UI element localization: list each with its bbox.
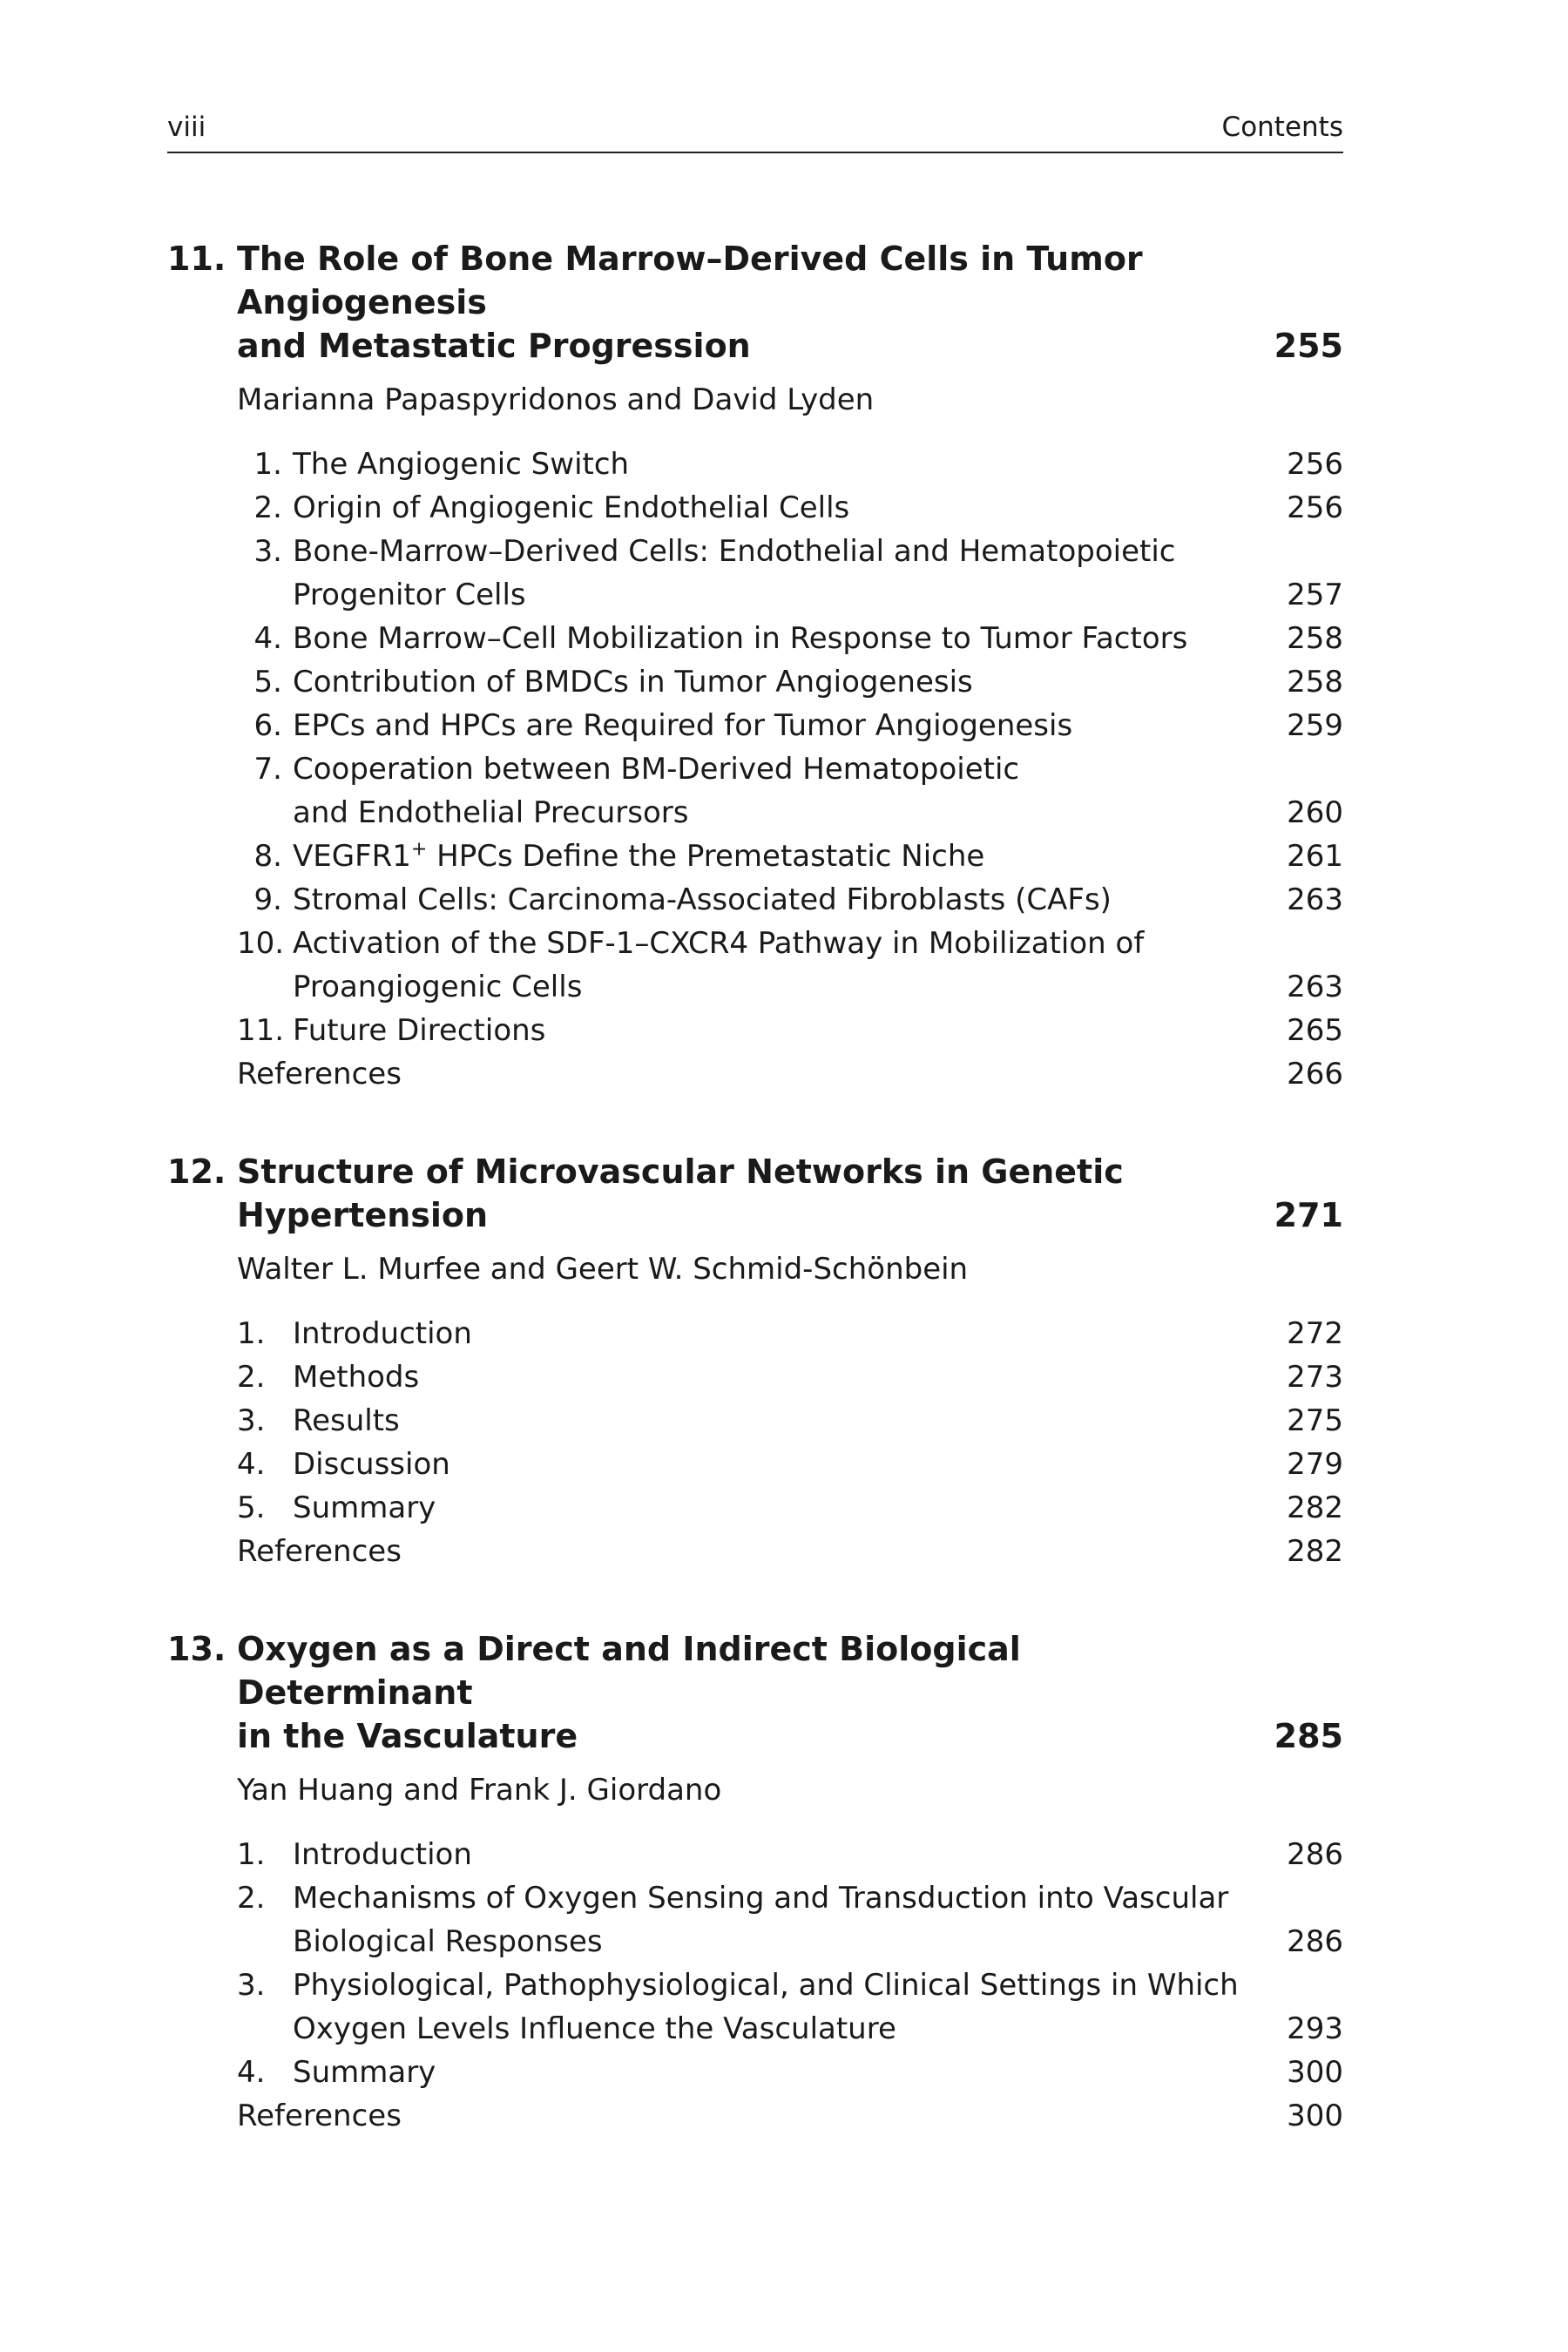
references-item[interactable] xyxy=(237,1530,1343,1573)
section-number: 3. xyxy=(253,534,282,569)
section-number: 2. xyxy=(237,1881,266,1916)
section-title xyxy=(293,747,1256,835)
references-item[interactable] xyxy=(237,1052,1343,1096)
chapter-title-line: and Metastatic Progression xyxy=(237,327,751,365)
section-item[interactable] xyxy=(237,747,1343,835)
section-page: 273 xyxy=(1287,1360,1343,1395)
section-number: 4. xyxy=(237,2055,266,2090)
references-label: References xyxy=(237,1057,402,1092)
section-number: 1. xyxy=(237,1837,266,1872)
section-title: Results xyxy=(293,1403,400,1438)
page-header xyxy=(167,112,1343,153)
section-title: EPCs and HPCs are Required for Tumor Angiogenesis xyxy=(293,708,1073,743)
section-item[interactable] xyxy=(237,835,1343,878)
section-list xyxy=(237,1312,1343,1573)
section-page: 279 xyxy=(1287,1447,1343,1482)
chapter-number: 12. xyxy=(167,1152,226,1191)
section-title-line: Progenitor Cells xyxy=(293,578,526,612)
section-page: 282 xyxy=(1287,1490,1343,1525)
chapter-page: 285 xyxy=(1274,1717,1343,1755)
section-item[interactable] xyxy=(237,660,1343,704)
section-number: 4. xyxy=(253,621,282,656)
section-page: 258 xyxy=(1287,665,1343,700)
section-page: 259 xyxy=(1287,708,1343,743)
section-number: 5. xyxy=(237,1490,266,1525)
section-item[interactable] xyxy=(237,1486,1343,1530)
chapter-title[interactable] xyxy=(237,237,1256,324)
section-number: 8. xyxy=(253,839,282,874)
section-page: 261 xyxy=(1287,839,1343,874)
section-title-line: Cooperation between BM-Derived Hematopoietic xyxy=(293,752,1020,787)
section-page: 263 xyxy=(1287,882,1343,917)
references-label: References xyxy=(237,2099,402,2133)
chapter-number: 13. xyxy=(167,1630,226,1668)
section-item[interactable] xyxy=(237,1355,1343,1399)
section-title: The Angiogenic Switch xyxy=(293,447,630,482)
chapter-title[interactable]: Structure of Microvascular Networks in Genetic Hypertension xyxy=(237,1152,1124,1234)
section-number: 10. xyxy=(237,926,285,961)
references-label: References xyxy=(237,1534,402,1569)
superscript-plus: + xyxy=(410,838,428,861)
section-page: 272 xyxy=(1287,1316,1343,1351)
section-page: 300 xyxy=(1287,2055,1343,2090)
section-title: Methods xyxy=(293,1360,420,1395)
section-item[interactable] xyxy=(237,486,1343,530)
section-item[interactable] xyxy=(237,617,1343,660)
section-title-part: VEGFR1 xyxy=(293,839,411,874)
section-page: 258 xyxy=(1287,621,1343,656)
section-item[interactable] xyxy=(237,2051,1343,2094)
contents-page xyxy=(167,112,1343,2138)
section-title: Bone Marrow–Cell Mobilization in Response to Tumor Factors xyxy=(293,621,1188,656)
section-page: 293 xyxy=(1287,2011,1343,2046)
section-item[interactable] xyxy=(237,878,1343,922)
section-list xyxy=(237,443,1343,1096)
section-item[interactable] xyxy=(237,1399,1343,1443)
page-number: viii xyxy=(167,112,206,143)
references-page: 300 xyxy=(1287,2099,1343,2133)
chapter-12 xyxy=(167,1150,1343,1573)
chapter-title-line: The Role of Bone Marrow–Derived Cells in Tumor Angiogenesis xyxy=(237,240,1143,321)
section-title: Summary xyxy=(293,1490,436,1525)
section-title xyxy=(293,835,1256,878)
section-title: Introduction xyxy=(293,1837,472,1872)
section-page: 260 xyxy=(1287,795,1343,830)
section-item[interactable] xyxy=(237,1963,1343,2051)
section-title: Origin of Angiogenic Endothelial Cells xyxy=(293,490,850,525)
section-title: Future Directions xyxy=(293,1013,546,1048)
chapter-13 xyxy=(167,1627,1343,2138)
chapter-authors: Yan Huang and Frank J. Giordano xyxy=(237,1773,722,1808)
section-title-line: Physiological, Pathophysiological, and Clinical Settings in Which xyxy=(293,1968,1239,2003)
chapter-authors: Walter L. Murfee and Geert W. Schmid-Schönbein xyxy=(237,1252,969,1287)
section-page: 275 xyxy=(1287,1403,1343,1438)
section-item[interactable] xyxy=(237,1876,1343,1963)
section-page: 263 xyxy=(1287,970,1343,1004)
section-title-line: Mechanisms of Oxygen Sensing and Transduction into Vascular xyxy=(293,1881,1229,1916)
section-title: Stromal Cells: Carcinoma-Associated Fibroblasts (CAFs) xyxy=(293,882,1112,917)
section-title-part: HPCs Define the Premetastatic Niche xyxy=(427,839,985,874)
chapter-11 xyxy=(167,237,1343,1096)
section-title-line: Oxygen Levels Influence the Vasculature xyxy=(293,2011,896,2046)
section-title: Discussion xyxy=(293,1447,450,1482)
chapter-title-line: in the Vasculature xyxy=(237,1717,578,1755)
running-title: Contents xyxy=(1221,112,1343,143)
section-list xyxy=(237,1833,1343,2138)
section-number: 1. xyxy=(237,1316,266,1351)
section-number: 1. xyxy=(253,447,282,482)
section-number: 3. xyxy=(237,1403,266,1438)
section-title-line: Bone-Marrow–Derived Cells: Endothelial and Hematopoietic xyxy=(293,534,1176,569)
section-page: 286 xyxy=(1287,1924,1343,1959)
section-title-line: Biological Responses xyxy=(293,1924,603,1959)
section-number: 2. xyxy=(253,490,282,525)
section-item[interactable] xyxy=(237,922,1343,1009)
section-number: 4. xyxy=(237,1447,266,1482)
section-number: 9. xyxy=(253,882,282,917)
section-title xyxy=(293,530,1256,617)
section-number: 6. xyxy=(253,708,282,743)
section-title xyxy=(293,1963,1256,2051)
section-title: Contribution of BMDCs in Tumor Angiogenesis xyxy=(293,665,973,700)
section-item[interactable] xyxy=(237,1312,1343,1355)
references-item[interactable] xyxy=(237,2094,1343,2138)
section-title xyxy=(293,922,1256,1009)
section-item[interactable] xyxy=(237,530,1343,617)
section-number: 11. xyxy=(237,1013,285,1048)
section-page: 286 xyxy=(1287,1837,1343,1872)
section-item[interactable] xyxy=(237,443,1343,486)
section-page: 256 xyxy=(1287,490,1343,525)
chapter-page: 255 xyxy=(1274,327,1343,365)
section-item[interactable] xyxy=(237,1443,1343,1486)
chapter-title[interactable]: Oxygen as a Direct and Indirect Biological Determinant xyxy=(237,1630,1021,1712)
section-item[interactable] xyxy=(237,1009,1343,1052)
section-title: Summary xyxy=(293,2055,436,2090)
section-number: 3. xyxy=(237,1968,266,2003)
chapter-page: 271 xyxy=(1274,1196,1343,1234)
references-page: 266 xyxy=(1287,1057,1343,1092)
section-page: 257 xyxy=(1287,578,1343,612)
references-page: 282 xyxy=(1287,1534,1343,1569)
chapter-number: 11. xyxy=(167,240,226,278)
section-page: 256 xyxy=(1287,447,1343,482)
section-title xyxy=(293,1876,1256,1963)
section-title-line: Activation of the SDF-1–CXCR4 Pathway in Mobilization of xyxy=(293,926,1145,961)
section-number: 7. xyxy=(253,752,282,787)
section-title-line: and Endothelial Precursors xyxy=(293,795,689,830)
section-item[interactable] xyxy=(237,1833,1343,1876)
section-title: Introduction xyxy=(293,1316,472,1351)
section-number: 2. xyxy=(237,1360,266,1395)
chapter-authors: Marianna Papaspyridonos and David Lyden xyxy=(237,382,875,417)
section-page: 265 xyxy=(1287,1013,1343,1048)
section-number: 5. xyxy=(253,665,282,700)
section-title-line: Proangiogenic Cells xyxy=(293,970,583,1004)
section-item[interactable] xyxy=(237,704,1343,747)
